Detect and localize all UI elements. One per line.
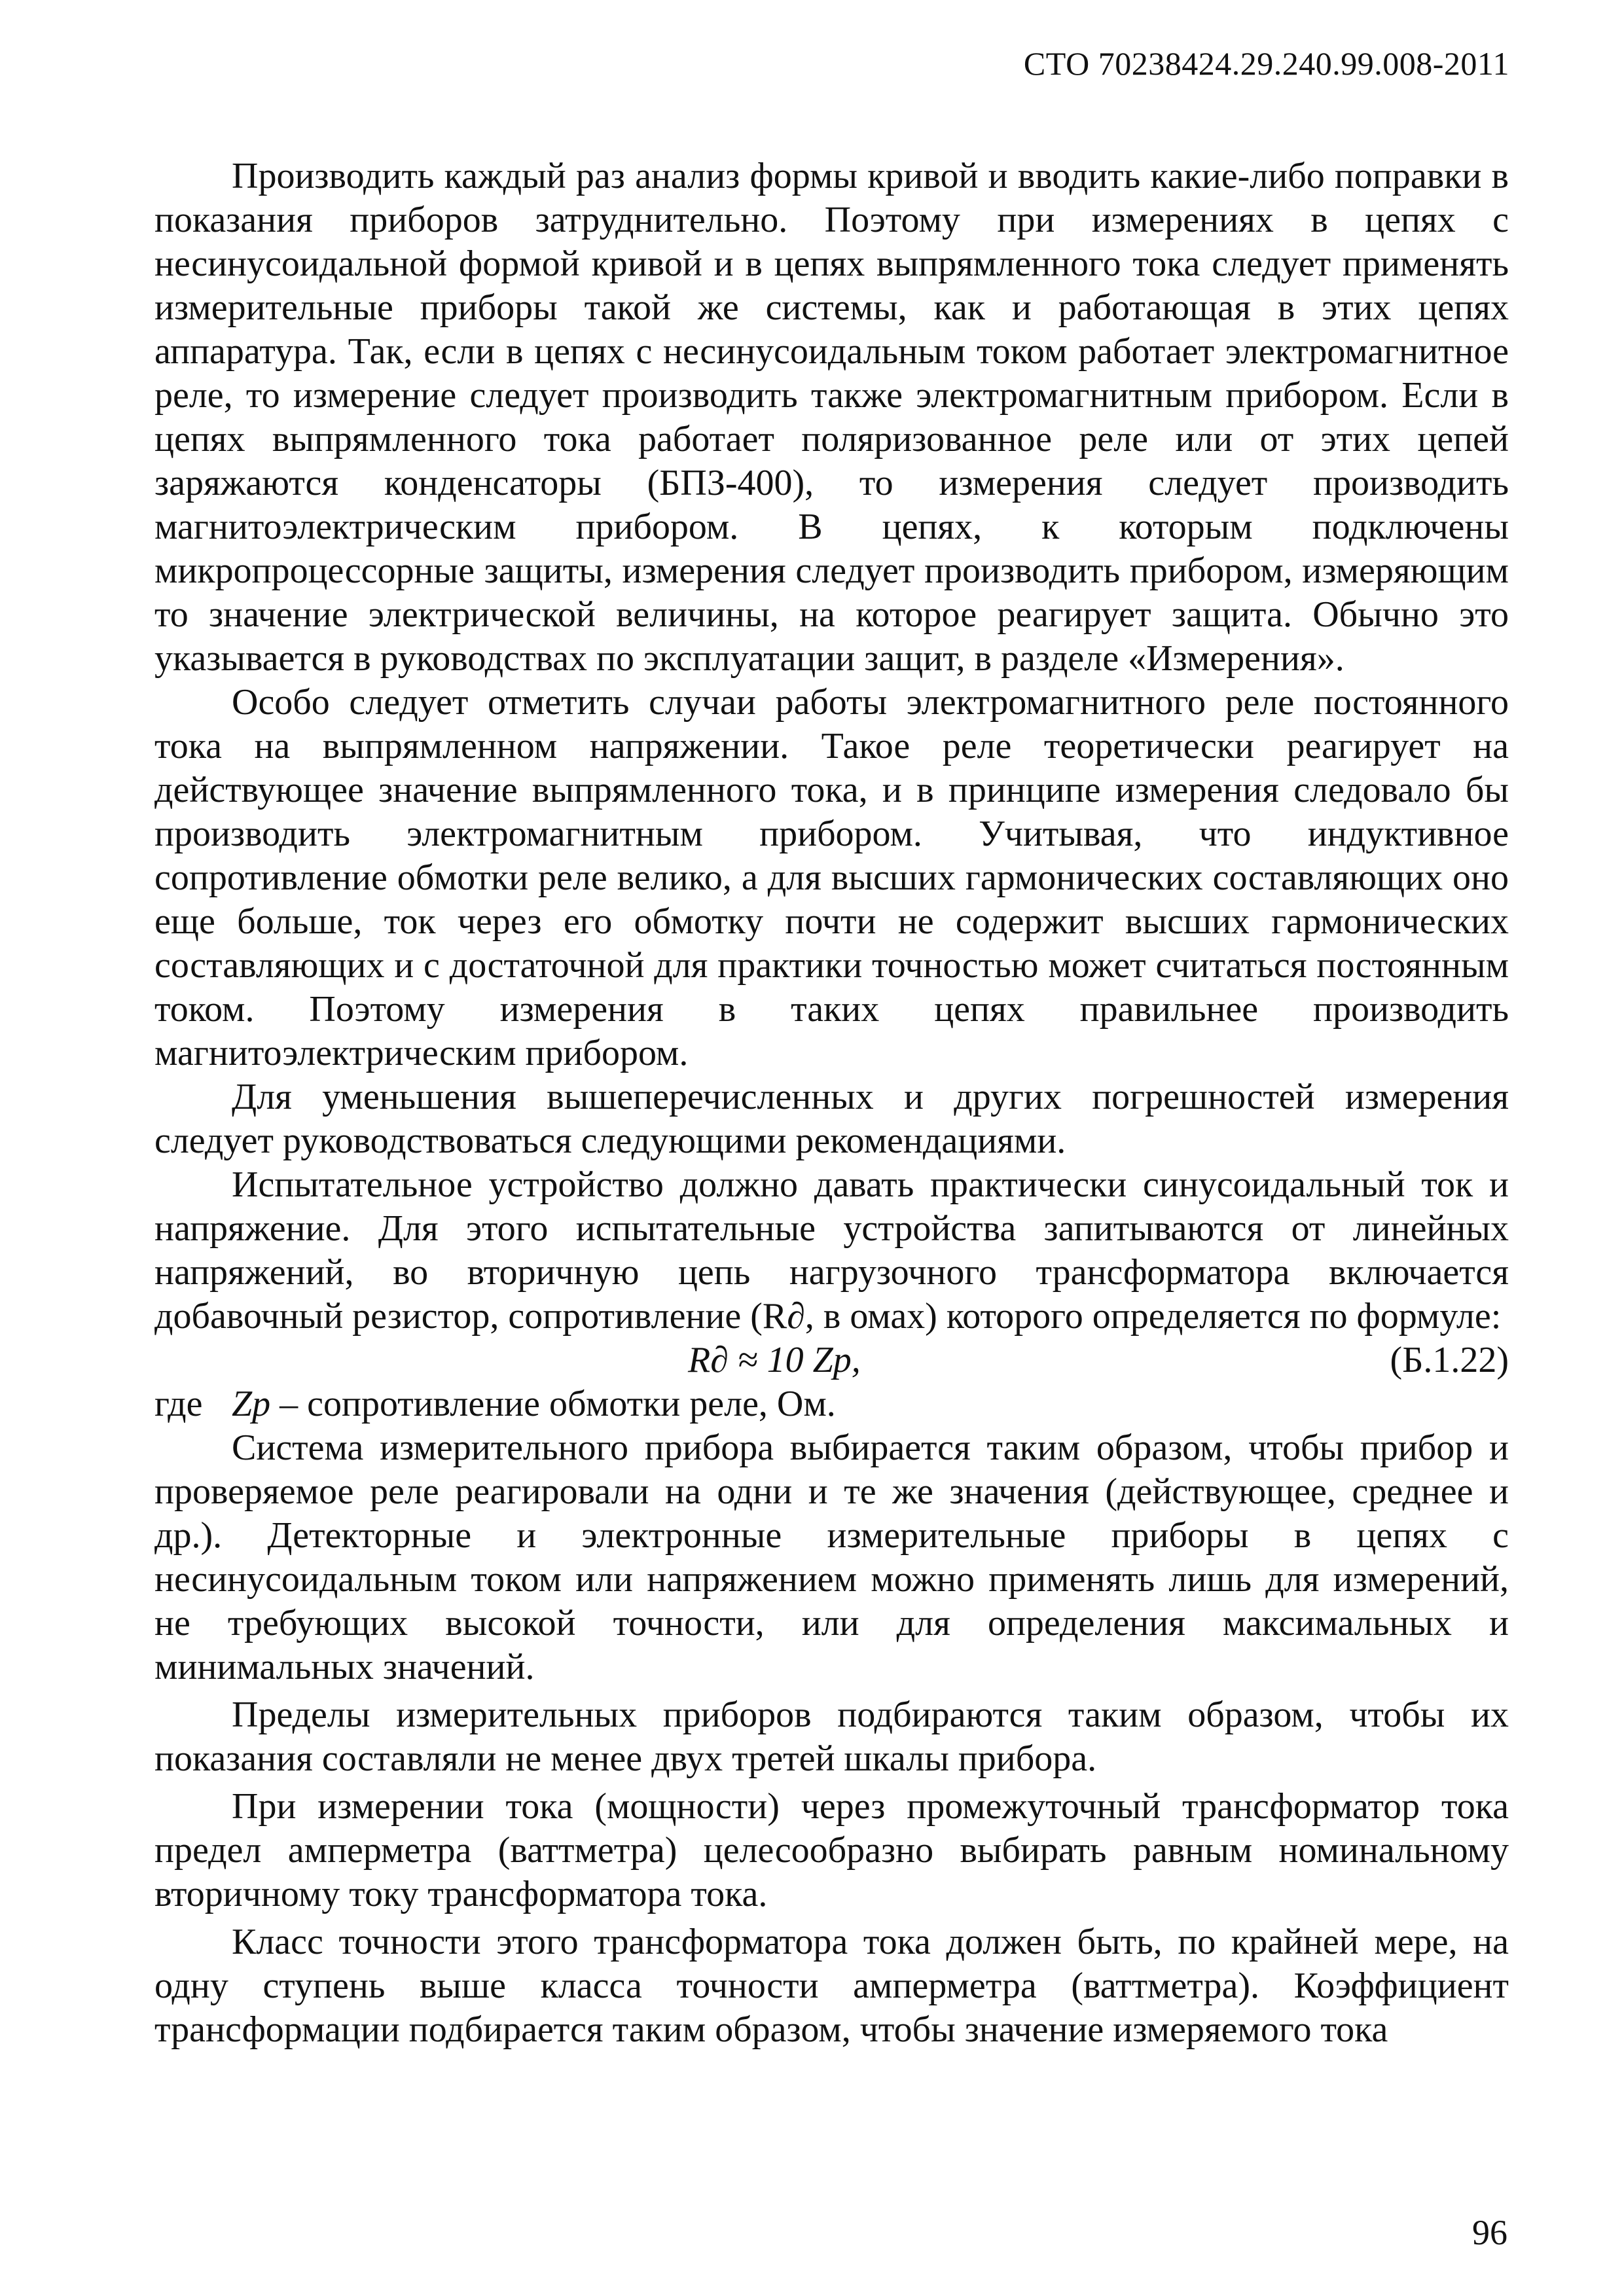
formula-number: (Б.1.22) — [1390, 1340, 1509, 1380]
legend-symbol: Zр — [232, 1384, 271, 1424]
formula-legend — [154, 1382, 1509, 1426]
paragraph-current-transformer: При измерении тока (мощности) через промежуточный трансформатор тока предел амперметра (ваттметра) целесообразно выбирать равным номинальному вторичному току трансформатора тока. — [154, 1786, 1509, 1914]
legend-text: – сопротивление обмотки реле, Ом. — [270, 1384, 836, 1424]
page-body — [154, 154, 1509, 2052]
page-number: 96 — [1472, 2213, 1507, 2252]
formula-block — [154, 1338, 1509, 1382]
paragraph-recommendations-intro: Для уменьшения вышеперечисленных и других погрешностей измерения следует руководствоваться следующими рекомендациями. — [154, 1077, 1509, 1161]
formula-expression: R∂ ≈ 10 Zр, — [688, 1340, 861, 1380]
paragraph-measurement-systems: Производить каждый раз анализ формы кривой и вводить какие-либо поправки в показания приборов затруднительно. Поэтому при измерениях в цепях с несинусоидальной формой кривой и в цепях выпрямленного тока следует применять измерительные приборы такой же системы, как и работающая в этих цепях аппаратура. Так, если в цепях с несинусоидальным током работает электромагнитное реле, то измерение следует производить также электромагнитным прибором. Если в цепях выпрямленного тока работает поляризованное реле или от этих цепей заряжаются конденсаторы (БПЗ-400), то измерения следует производить магнитоэлектрическим прибором. В цепях, к которым подключены микропроцессорные защиты, измерения следует производить прибором, измеряющим то значение электрической величины, на которое реагирует защита. Обычно это указывается в руководствах по эксплуатации защит, в разделе «Измерения». — [154, 156, 1509, 679]
where-word: где — [154, 1384, 203, 1424]
document-code: СТО 70238424.29.240.99.008-2011 — [1023, 45, 1509, 82]
paragraph-instrument-system: Система измерительного прибора выбирается таким образом, чтобы прибор и проверяемое реле реагировали на одни и те же значения (действующее, среднее и др.). Детекторные и электронные измерительные приборы в цепях с несинусоидальным током или напряжением можно применять лишь для измерений, не требующих высокой точности, или для определения максимальных и минимальных значений. — [154, 1427, 1509, 1687]
paragraph-instrument-limits: Пределы измерительных приборов подбираются таким образом, чтобы их показания составляли не менее двух третей шкалы прибора. — [154, 1695, 1509, 1779]
paragraph-test-device: Испытательное устройство должно давать практически синусоидальный ток и напряжение. Для этого испытательные устройства запитываются от линейных напряжений, во вторичную цепь нагрузочного трансформатора включается добавочный резистор, сопротивление (R∂, в омах) которого определяется по формуле: — [154, 1164, 1509, 1336]
paragraph-rectified-voltage: Особо следует отметить случаи работы электромагнитного реле постоянного тока на выпрямленном напряжении. Такое реле теоретически реагирует на действующее значение выпрямленного тока, и в принципе измерения следовало бы производить электромагнитным прибором. Учитывая, что индуктивное сопротивление обмотки реле велико, а для высших гармонических составляющих оно еще больше, ток через его обмотку почти не содержит высших гармонических составляющих и с достаточной для практики точностью может считаться постоянным током. Поэтому измерения в таких цепях правильнее производить магнитоэлектрическим прибором. — [154, 682, 1509, 1073]
paragraph-accuracy-class: Класс точности этого трансформатора тока должен быть, по крайней мере, на одну ступень выше класса точности амперметра (ваттметра). Коэффициент трансформации подбирается таким образом, чтобы значение измеряемого тока — [154, 1922, 1509, 2050]
